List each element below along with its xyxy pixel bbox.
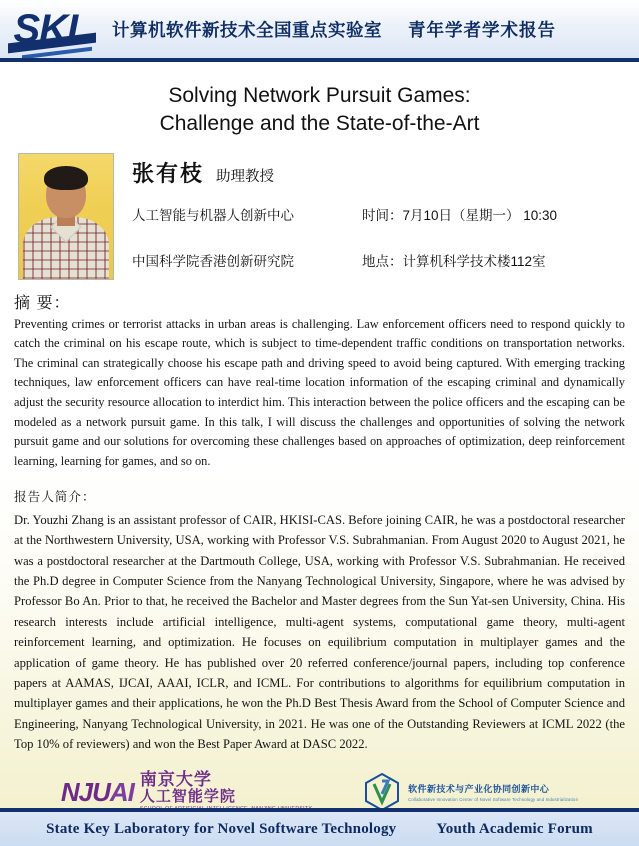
speaker-name: 张有枝: [132, 160, 205, 186]
bio-text: Dr. Youzhi Zhang is an assistant professor of CAIR, HKISI-CAS. Before joining CAIR, he was a postdoctoral researcher at the Northwestern University, USA, working with Professor V.S. Subrahmanian. From August 2020 to August 2021, he was a postdoctoral researcher at the Dartmouth College, USA, working with Professor V.S. Subrahmanian. He received the Ph.D degree in Computer Science from the Nanyang Technological University, Singapore, where he was advised by Professor Bo An. Prior to that, he received the Bachelor and Master degrees from the Sun Yat-sen University, China. His research interests include artificial intelligence, multi-agent systems, computational game theory, multi-agent reinforcement learning, and optimization. He focuses on equilibrium computation in multiplayer games and the application of game theory. He has published over 20 referred conference/journal papers, including top conference papers at AAMAS, IJCAI, AAAI, ICLR, and ICML. For contributions to algorithms for equilibrium computation in multiplayer games and their applications, he won the Ph.D Best Thesis Award from the School of Computer Science and Engineering, Nanyang Technological University, in 2021. He was one of the Outstanding Reviewers at ICML 2022 (the Top 10% of reviewers) and won the Best Paper Award at DASC 2022.: [14, 512, 625, 752]
collaborative-center-mark-icon: [362, 772, 402, 812]
speaker-affiliation-time-row: [132, 204, 621, 224]
header-title-main: 计算机软件新技术全国重点实验室: [112, 19, 382, 40]
collaborative-center-logo: [362, 772, 578, 812]
footer-forum-name: Youth Academic Forum: [436, 820, 593, 837]
page-title-line-1: Solving Network Pursuit Games:: [168, 84, 471, 107]
nju-wordmark-ai: AI: [109, 776, 134, 807]
nju-chinese-name: [140, 771, 312, 805]
header-title-group: [104, 17, 639, 42]
nju-ai-logo: [61, 771, 312, 813]
speaker-block: [18, 153, 621, 280]
nju-chinese-line-2: 人工智能学院: [139, 787, 236, 805]
poster-footer: [0, 808, 639, 846]
poster-header: [0, 0, 639, 62]
abstract-heading: 摘 要：: [14, 294, 71, 312]
header-title-sub: 青年学者学术报告: [408, 19, 556, 40]
nju-chinese-line-1: 南京大学: [139, 769, 212, 789]
speaker-affiliation-place-row: [132, 250, 621, 270]
speaker-rank: 助理教授: [216, 168, 275, 185]
talk-place: 地点：计算机科学技术楼112室: [362, 253, 546, 269]
nju-ai-wordmark: [60, 776, 134, 807]
collaborative-center-text: [408, 782, 578, 802]
speaker-photo: [18, 153, 114, 280]
talk-time: 时间：7月10日（星期一） 10:30: [362, 207, 558, 223]
bio-heading: 报告人简介：: [14, 490, 96, 505]
skl-logo-text: SKL: [13, 7, 91, 51]
abstract-text: Preventing crimes or terrorist attacks in urban areas is challenging. Law enforcement officers need to respond quickly to catch the criminal on his escape route, which is subject to time-dependent traffic conditions on transportation networks. The criminal can strategically choose his escape path and driving speed to avoid being captured. With emerging tracking techniques, law enforcement officers can have real-time location information of the escaping criminal and dynamically adjust the security resource allocation to interdict him. This interaction between the police officers and the escaping can be modeled as a network pursuit game. In this talk, I will discuss the challenges and opportunities of solving the network pursuit game and our solutions for overcoming these challenges based on approaches of optimization, deep reinforcement learning, learning for games, and so on.: [14, 316, 625, 468]
collaborative-center-english: Collaborative Innovation Center of Novel Software Technology and Industrialization: [408, 796, 579, 802]
nju-logo-text: [140, 771, 312, 813]
nju-wordmark-nju: NJU: [60, 776, 110, 807]
footer-lab-name: State Key Laboratory for Novel Software Technology: [46, 820, 397, 837]
speaker-name-row: [132, 157, 621, 188]
collaborative-center-chinese: 软件新技术与产业化协同创新中心: [408, 783, 550, 794]
speaker-photo-hair: [44, 166, 88, 190]
speaker-info: [114, 153, 621, 270]
page-title-line-2: Challenge and the State-of-the-Art: [159, 112, 480, 136]
skl-logo: [0, 0, 104, 58]
page-title: [40, 82, 599, 139]
speaker-affiliation-line-1: 人工智能与机器人创新中心: [132, 207, 294, 223]
speaker-affiliation-line-2: 中国科学院香港创新研究院: [132, 253, 294, 269]
